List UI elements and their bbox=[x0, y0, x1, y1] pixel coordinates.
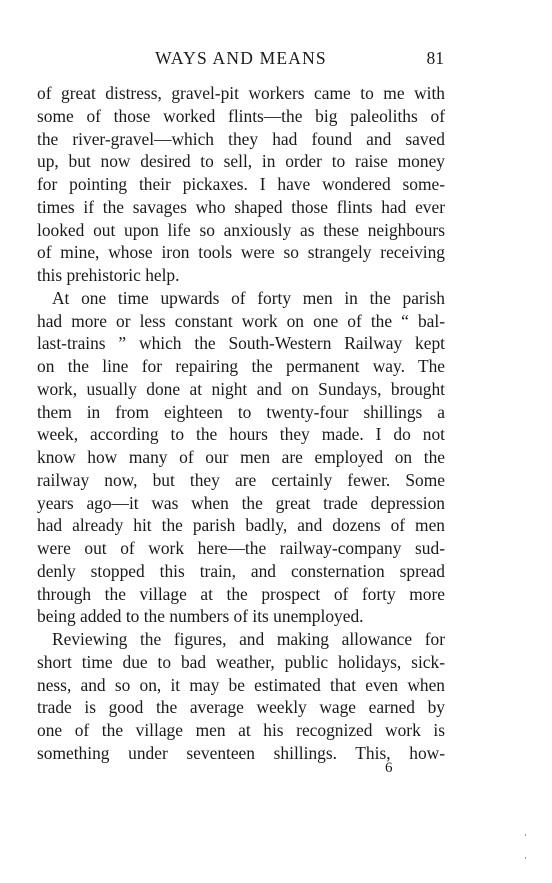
text-line: years ago—it was when the great trade depression bbox=[37, 492, 445, 513]
text-line: up, but now desired to sell, in order to raise money bbox=[37, 151, 445, 172]
text-line: had already hit the parish badly, and dozens of men bbox=[37, 515, 445, 536]
text-line: looked out upon life so anxiously as these neighbours bbox=[37, 219, 445, 240]
text-line: them in from eighteen to twenty-four shillings a bbox=[37, 401, 445, 422]
text-line: the river-gravel—which they had found and saved bbox=[37, 128, 445, 149]
text-line: trade is good the average weekly wage earned by bbox=[37, 697, 445, 718]
text-line: railway now, but they are certainly fewer. Some bbox=[37, 469, 445, 490]
text-line: work, usually done at night and on Sundays, brought bbox=[37, 378, 445, 399]
text-line: had more or less constant work on one of the “ bal- bbox=[37, 310, 445, 331]
scan-speck bbox=[525, 857, 526, 859]
running-head bbox=[38, 48, 444, 72]
text-line: ness, and so on, it may be estimated that even when bbox=[37, 674, 445, 695]
text-line: for pointing their pickaxes. I have wondered some- bbox=[37, 174, 445, 194]
running-title: WAYS AND MEANS bbox=[155, 48, 327, 68]
text-line: last-trains ” which the South-Western Railway kept bbox=[37, 333, 445, 354]
text-line: one of the village men at his recognized work is bbox=[37, 720, 445, 740]
text-line: of mine, whose iron tools were so strangely receiving bbox=[37, 242, 445, 263]
page-number: 81 bbox=[426, 48, 444, 68]
text-line: something under seventeen shillings. This, how- bbox=[37, 742, 445, 763]
body-text bbox=[37, 82, 445, 765]
text-line: through the village at the prospect of forty more bbox=[37, 583, 445, 604]
text-line: denly stopped this train, and consternation spread bbox=[37, 560, 445, 581]
text-line: were out of work here—the railway-company sud- bbox=[37, 538, 445, 558]
text-line: of great distress, gravel-pit workers came to me with bbox=[37, 83, 445, 103]
paragraph-end-line: this prehistoric help. bbox=[37, 265, 180, 285]
text-line: know how many of our men are employed on the bbox=[37, 447, 445, 467]
text-line: times if the savages who shaped those flints had ever bbox=[37, 196, 445, 217]
paragraph-start-line: Reviewing the figures, and making allowance for bbox=[52, 629, 445, 649]
text-line: short time due to bad weather, public holidays, sick- bbox=[37, 651, 445, 672]
text-line: on the line for repairing the permanent way. The bbox=[37, 356, 445, 376]
paragraph-end-line: being added to the numbers of its unemployed. bbox=[37, 606, 364, 627]
text-line: some of those worked flints—the big paleoliths of bbox=[37, 105, 445, 126]
text-line: week, according to the hours they made. I do not bbox=[37, 424, 445, 445]
paragraph-start-line: At one time upwards of forty men in the parish bbox=[52, 287, 445, 308]
scan-speck bbox=[525, 834, 526, 836]
signature-mark: 6 bbox=[385, 760, 393, 776]
